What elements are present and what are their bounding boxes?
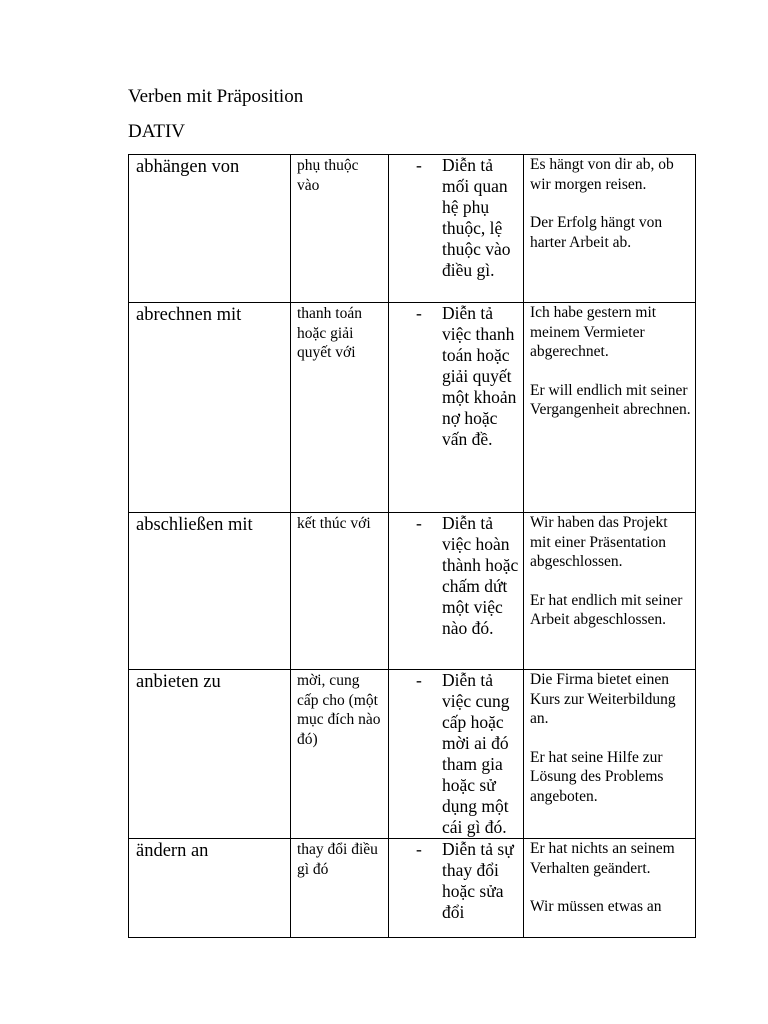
description-cell: [389, 303, 524, 513]
description-cell: [389, 513, 524, 670]
example-cell: [524, 670, 696, 839]
verb-cell: [129, 303, 291, 513]
example-sentence: Wir haben das Projekt mit einer Präsentation abgeschlossen.: [530, 514, 668, 570]
translation-cell: [291, 155, 389, 303]
verb-cell: [129, 513, 291, 670]
verb-text: abschließen mit: [136, 515, 253, 535]
table-row: [129, 303, 696, 513]
list-dash: -: [416, 670, 422, 690]
example-cell: [524, 155, 696, 303]
verb-cell: [129, 670, 291, 839]
translation-cell: [291, 670, 389, 839]
table-row: [129, 155, 696, 303]
verb-text: abrechnen mit: [136, 305, 242, 325]
table-row: [129, 513, 696, 670]
description-cell: [389, 155, 524, 303]
list-dash: -: [416, 155, 422, 175]
translation-text: phụ thuộc vào: [297, 157, 359, 194]
translation-text: thay đổi điều gì đó: [297, 841, 378, 878]
description-cell: [389, 839, 524, 938]
example-cell: [524, 839, 696, 938]
example-sentence: Es hängt von dir ab, ob wir morgen reisen.: [530, 156, 674, 193]
list-dash: -: [416, 303, 422, 323]
example-sentence: Wir müssen etwas an: [530, 898, 662, 915]
example-sentence: Der Erfolg hängt von harter Arbeit ab.: [530, 214, 663, 251]
translation-text: thanh toán hoặc giải quyết với: [297, 305, 362, 361]
list-dash: -: [416, 839, 422, 859]
description-text: Diễn tả mối quan hệ phụ thuộc, lệ thuộc vào điều gì.: [442, 155, 511, 280]
vocabulary-table: [128, 154, 696, 938]
description-text: Diễn tả sự thay đổi hoặc sửa đổi: [442, 839, 514, 922]
example-sentence: Er hat nichts an seinem Verhalten geändert.: [530, 840, 675, 877]
description-text: Diễn tả việc cung cấp hoặc mời ai đó tham gia hoặc sử dụng một cái gì đó.: [442, 670, 510, 837]
section-heading: DATIV: [128, 121, 185, 142]
verb-text: anbieten zu: [136, 672, 221, 692]
table-row: [129, 839, 696, 938]
example-sentence: Er hat seine Hilfe zur Lösung des Problems angeboten.: [530, 748, 664, 805]
description-cell: [389, 670, 524, 839]
translation-cell: [291, 513, 389, 670]
description-text: Diễn tả việc hoàn thành hoặc chấm dứt một việc nào đó.: [442, 513, 519, 638]
description-text: Diễn tả việc thanh toán hoặc giải quyết một khoản nợ hoặc vấn đề.: [442, 303, 517, 449]
example-cell: [524, 303, 696, 513]
table-row: [129, 670, 696, 839]
document-title: Verben mit Präposition: [128, 86, 304, 107]
example-sentence: Die Firma bietet einen Kurs zur Weiterbildung an.: [530, 671, 676, 727]
example-sentence: Ich habe gestern mit meinem Vermieter abgerechnet.: [530, 304, 657, 360]
verb-text: abhängen von: [136, 157, 240, 177]
translation-cell: [291, 839, 389, 938]
list-dash: -: [416, 513, 422, 533]
example-cell: [524, 513, 696, 670]
translation-text: kết thúc với: [297, 515, 371, 532]
verb-cell: [129, 839, 291, 938]
example-sentence: Er hat endlich mit seiner Arbeit abgeschlossen.: [530, 591, 683, 628]
verb-cell: [129, 155, 291, 303]
translation-cell: [291, 303, 389, 513]
translation-text: mời, cung cấp cho (một mục đích nào đó): [297, 672, 381, 748]
example-sentence: Er will endlich mit seiner Vergangenheit abrechnen.: [530, 381, 691, 418]
verb-text: ändern an: [136, 841, 209, 861]
